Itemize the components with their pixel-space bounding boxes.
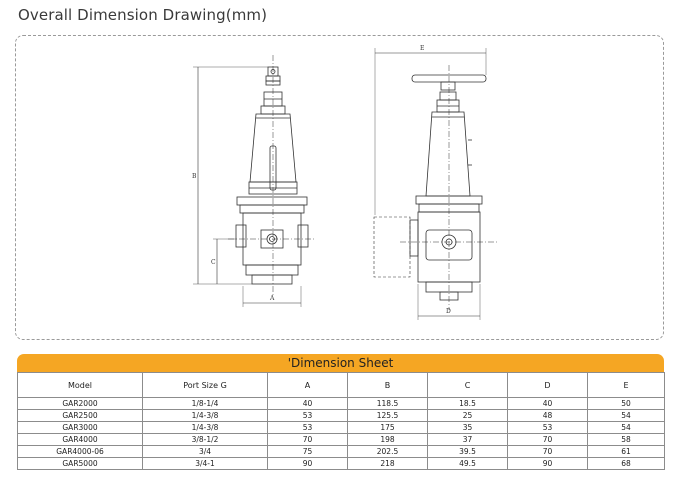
table-cell: 1/4-3/8: [143, 410, 268, 422]
table-cell: GAR3000: [18, 422, 143, 434]
table-row: [18, 458, 665, 470]
dim-label-e: E: [420, 45, 425, 52]
table-cell: 48: [508, 410, 588, 422]
table-cell: 40: [268, 398, 348, 410]
dimension-table: [17, 372, 665, 470]
table-row: [18, 422, 665, 434]
table-row: [18, 410, 665, 422]
dim-label-a: A: [270, 295, 275, 302]
column-header-a: A: [268, 373, 348, 398]
table-cell: GAR2000: [18, 398, 143, 410]
table-cell: 3/4-1: [143, 458, 268, 470]
table-cell: 40: [508, 398, 588, 410]
table-header-row: [18, 373, 665, 398]
table-cell: 49.5: [428, 458, 508, 470]
dimension-sheet-title: 'Dimension Sheet: [17, 354, 664, 372]
dim-label-c: C: [211, 259, 216, 266]
table-cell: 125.5: [348, 410, 428, 422]
table-cell: 54: [588, 422, 665, 434]
table-cell: 70: [508, 446, 588, 458]
column-header-b: B: [348, 373, 428, 398]
regulator-front-view: [374, 48, 498, 320]
table-cell: GAR5000: [18, 458, 143, 470]
regulator-side-view: [193, 55, 316, 307]
table-cell: GAR4000: [18, 434, 143, 446]
table-cell: 1/4-3/8: [143, 422, 268, 434]
column-header-d: D: [508, 373, 588, 398]
dim-label-d: D: [446, 308, 451, 315]
table-cell: 218: [348, 458, 428, 470]
table-cell: 3/4: [143, 446, 268, 458]
table-cell: 54: [588, 410, 665, 422]
table-cell: 25: [428, 410, 508, 422]
column-header-c: C: [428, 373, 508, 398]
table-cell: 1/8-1/4: [143, 398, 268, 410]
table-cell: 50: [588, 398, 665, 410]
table-cell: 53: [508, 422, 588, 434]
table-cell: 175: [348, 422, 428, 434]
table-cell: 68: [588, 458, 665, 470]
table-cell: 53: [268, 422, 348, 434]
column-header-model: Model: [18, 373, 143, 398]
table-cell: 118.5: [348, 398, 428, 410]
dim-label-b: B: [192, 173, 197, 180]
table-cell: 75: [268, 446, 348, 458]
table-row: [18, 434, 665, 446]
table-cell: GAR2500: [18, 410, 143, 422]
table-cell: 61: [588, 446, 665, 458]
table-cell: GAR4000-06: [18, 446, 143, 458]
column-header-e: E: [588, 373, 665, 398]
table-row: [18, 398, 665, 410]
table-cell: 3/8-1/2: [143, 434, 268, 446]
table-cell: 90: [508, 458, 588, 470]
column-header-port-size: Port Size G: [143, 373, 268, 398]
table-cell: 53: [268, 410, 348, 422]
table-cell: 35: [428, 422, 508, 434]
table-cell: 198: [348, 434, 428, 446]
table-cell: 37: [428, 434, 508, 446]
page-title: Overall Dimension Drawing(mm): [18, 6, 268, 24]
table-cell: 58: [588, 434, 665, 446]
table-cell: 90: [268, 458, 348, 470]
table-cell: 39.5: [428, 446, 508, 458]
table-cell: 18.5: [428, 398, 508, 410]
table-cell: 202.5: [348, 446, 428, 458]
table-cell: 70: [268, 434, 348, 446]
table-cell: 70: [508, 434, 588, 446]
table-row: [18, 446, 665, 458]
